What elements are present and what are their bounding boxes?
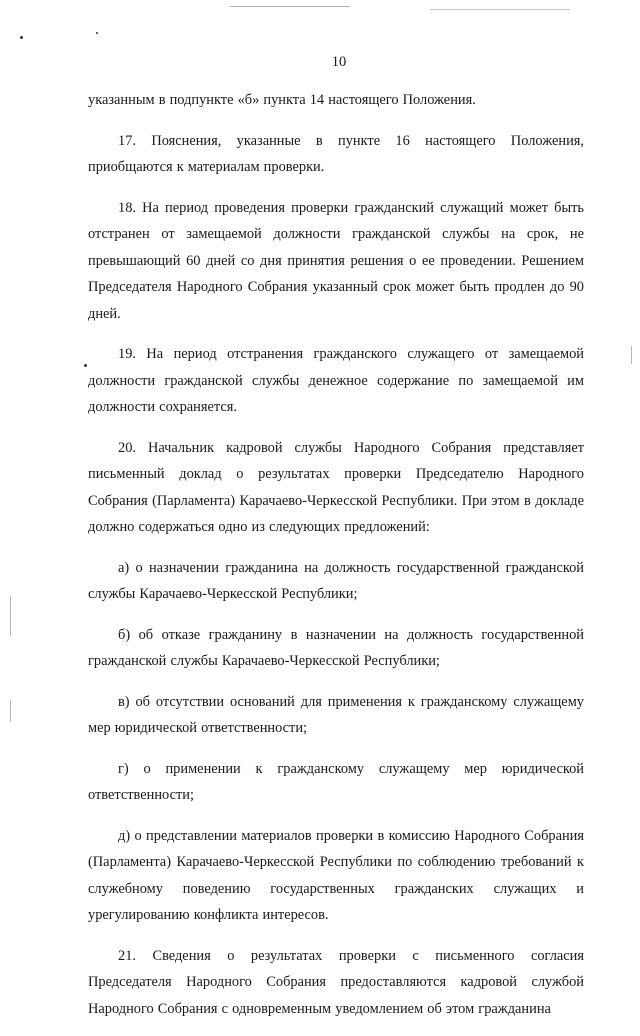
page-number: 10 xyxy=(331,54,347,70)
paragraph-20: 20. Начальник кадровой службы Народного Собрания представляет письменный доклад о результатах проверки Председателю Народного Собрания (Парламента) Карачаево-Черкесской Республики. При этом в докладе должно содержаться одно из следующих предложений: xyxy=(88,439,584,535)
scan-speck xyxy=(20,36,23,39)
paragraph-20-d: д) о представлении материалов проверки в комиссию Народного Собрания (Парламента) Карачаево-Черкесской Республики по соблюдению требований к служебному поведению государственных гражданских служащих и урегулированию конфликта интересов. xyxy=(88,827,584,923)
paragraph-20-g: г) о применении к гражданскому служащему мер юридической ответственности; xyxy=(88,760,584,803)
scan-speck xyxy=(96,32,98,34)
scan-edge-line xyxy=(230,6,350,7)
paragraph-17: 17. Пояснения, указанные в пункте 16 настоящего Положения, приобщаются к материалам проверки. xyxy=(88,132,584,175)
paragraph-19: 19. На период отстранения гражданского служащего от замещаемой должности гражданской службы денежное содержание по замещаемой им должности сохраняется. xyxy=(88,346,584,415)
paragraph-continuation: указанным в подпункте «б» пункта 14 настоящего Положения. xyxy=(88,92,476,108)
scan-edge-mark xyxy=(10,700,11,722)
scan-edge-mark xyxy=(631,346,632,364)
paragraph-20-a: а) о назначении гражданина на должность государственной гражданской службы Карачаево-Черкесской Республики; xyxy=(88,559,584,602)
scan-speck xyxy=(84,364,87,367)
paragraph-18: 18. На период проведения проверки гражданский служащий может быть отстранен от замещаемой должности гражданской службы на срок, не превышающий 60 дней со дня принятия решения о ее проведении. Решением Председателя Народного Собрания указанный срок может быть продлен до 90 дней. xyxy=(88,199,584,322)
paragraph-20-v: в) об отсутствии оснований для применения к гражданскому служащему мер юридической ответственности; xyxy=(88,693,584,736)
document-body xyxy=(88,87,584,1036)
scan-edge-line xyxy=(430,9,570,10)
paragraph-20-b: б) об отказе гражданину в назначении на должность государственной гражданской службы Карачаево-Черкесской Республики; xyxy=(88,626,584,669)
paragraph-21: 21. Сведения о результатах проверки с письменного согласия Председателя Народного Собрания предоставляются кадровой службой Народного Собрания с одновременным уведомлением об этом гражданина xyxy=(88,947,584,1017)
scan-edge-mark xyxy=(10,596,11,636)
